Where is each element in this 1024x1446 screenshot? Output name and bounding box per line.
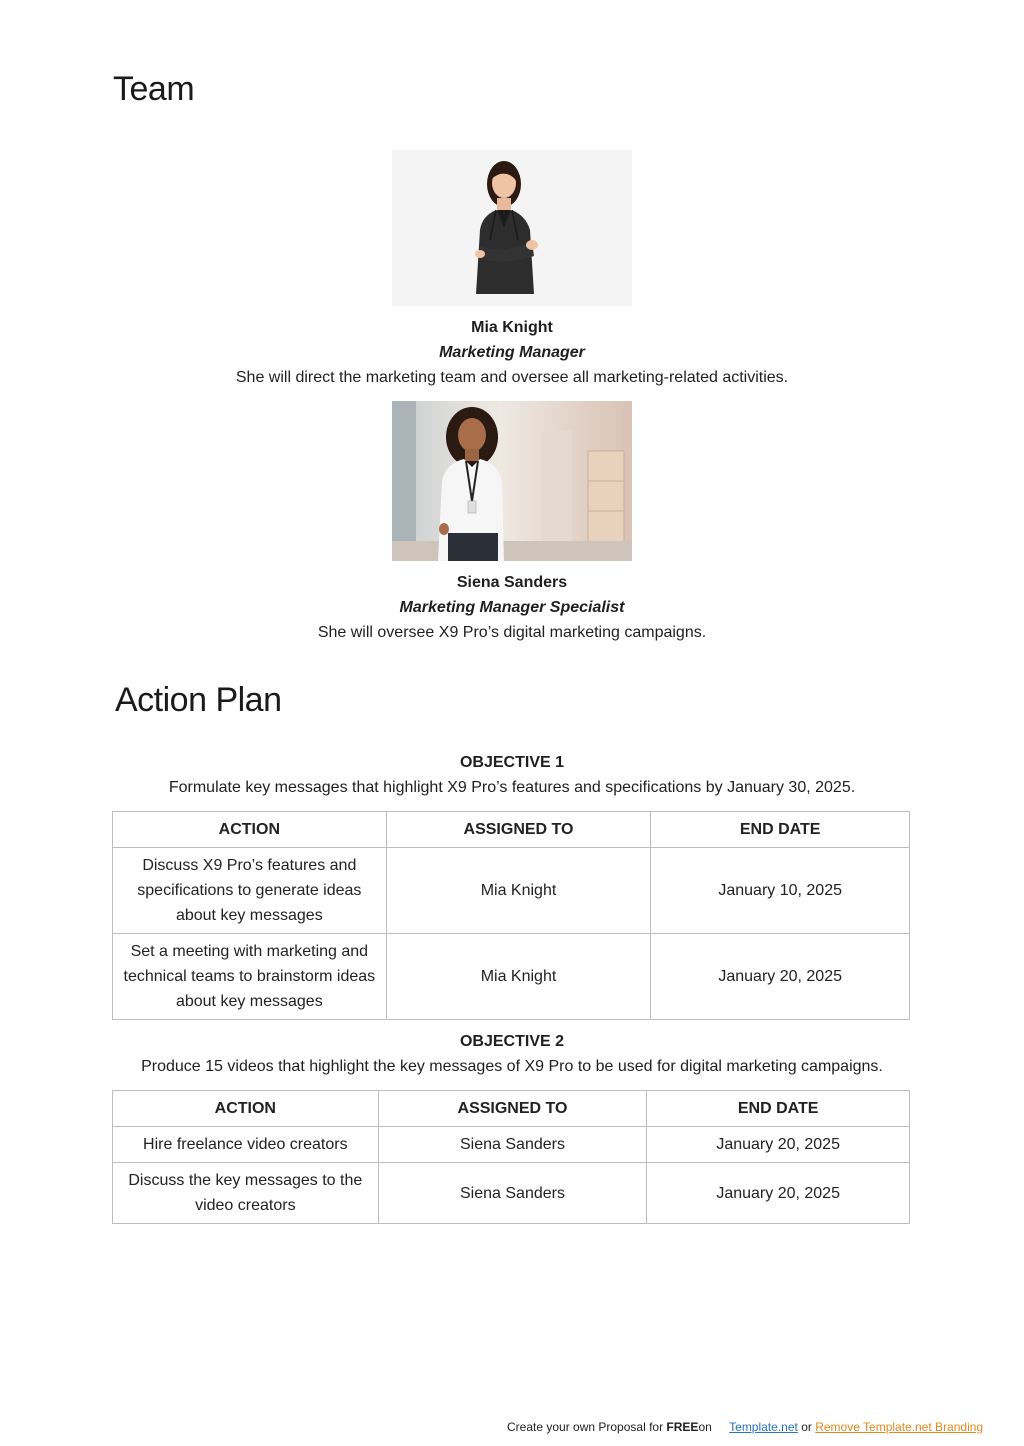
objective-heading: OBJECTIVE 2 (459, 1033, 565, 1050)
column-header-assigned-to: ASSIGNED TO (378, 1091, 647, 1127)
footer-prefix: Create your own Proposal for (507, 1420, 664, 1434)
member-description: She will oversee X9 Pro’s digital marketing campaigns. (317, 624, 707, 641)
assigned-to-cell: Siena Sanders (378, 1127, 647, 1163)
member-photo-siena-sanders (392, 401, 632, 561)
table-row (113, 934, 910, 1020)
objective-heading: OBJECTIVE 1 (459, 754, 565, 771)
end-date-cell: January 20, 2025 (647, 1163, 910, 1224)
action-plan-heading: Action Plan (115, 681, 282, 719)
action-cell: Hire freelance video creators (113, 1127, 379, 1163)
end-date-cell: January 20, 2025 (651, 934, 910, 1020)
footer-or: or (801, 1420, 812, 1434)
template-net-link[interactable]: Template.net (729, 1420, 798, 1434)
column-header-end-date: END DATE (651, 812, 910, 848)
member-role: Marketing Manager (439, 344, 585, 361)
assigned-to-cell: Siena Sanders (378, 1163, 647, 1224)
column-header-assigned-to: ASSIGNED TO (386, 812, 651, 848)
team-heading: Team (113, 70, 195, 108)
objective-1-table (112, 811, 910, 1020)
table-row (113, 848, 910, 934)
office-woman-illustration (392, 401, 632, 561)
table-row (113, 1163, 910, 1224)
member-role: Marketing Manager Specialist (399, 599, 625, 616)
member-description: She will direct the marketing team and oversee all marketing-related activities. (235, 369, 789, 386)
assigned-to-cell: Mia Knight (386, 934, 651, 1020)
column-header-end-date: END DATE (647, 1091, 910, 1127)
assigned-to-cell: Mia Knight (386, 848, 651, 934)
column-header-action: ACTION (113, 812, 387, 848)
action-cell: Discuss the key messages to the video creators (113, 1163, 379, 1224)
objective-description: Produce 15 videos that highlight the key messages of X9 Pro to be used for digital marketing campaigns. (141, 1058, 883, 1075)
end-date-cell: January 10, 2025 (651, 848, 910, 934)
member-photo-mia-knight (392, 150, 632, 306)
remove-branding-link[interactable]: Remove Template.net Branding (815, 1420, 984, 1434)
footer-free: FREE (666, 1420, 699, 1434)
businesswoman-illustration (392, 150, 632, 306)
action-cell: Discuss X9 Pro’s features and specifications to generate ideas about key messages (113, 848, 387, 934)
footer-on: on (698, 1420, 712, 1434)
action-cell: Set a meeting with marketing and technical teams to brainstorm ideas about key messages (113, 934, 387, 1020)
footer-branding (507, 1420, 983, 1434)
objective-description: Formulate key messages that highlight X9 Pro’s features and specifications by January 30, 2025. (168, 779, 856, 796)
objective-2-table (112, 1090, 910, 1224)
table-row (113, 1127, 910, 1163)
member-name: Siena Sanders (456, 574, 568, 591)
member-name: Mia Knight (471, 319, 553, 336)
end-date-cell: January 20, 2025 (647, 1127, 910, 1163)
table-header-row (113, 812, 910, 848)
column-header-action: ACTION (113, 1091, 379, 1127)
table-header-row (113, 1091, 910, 1127)
